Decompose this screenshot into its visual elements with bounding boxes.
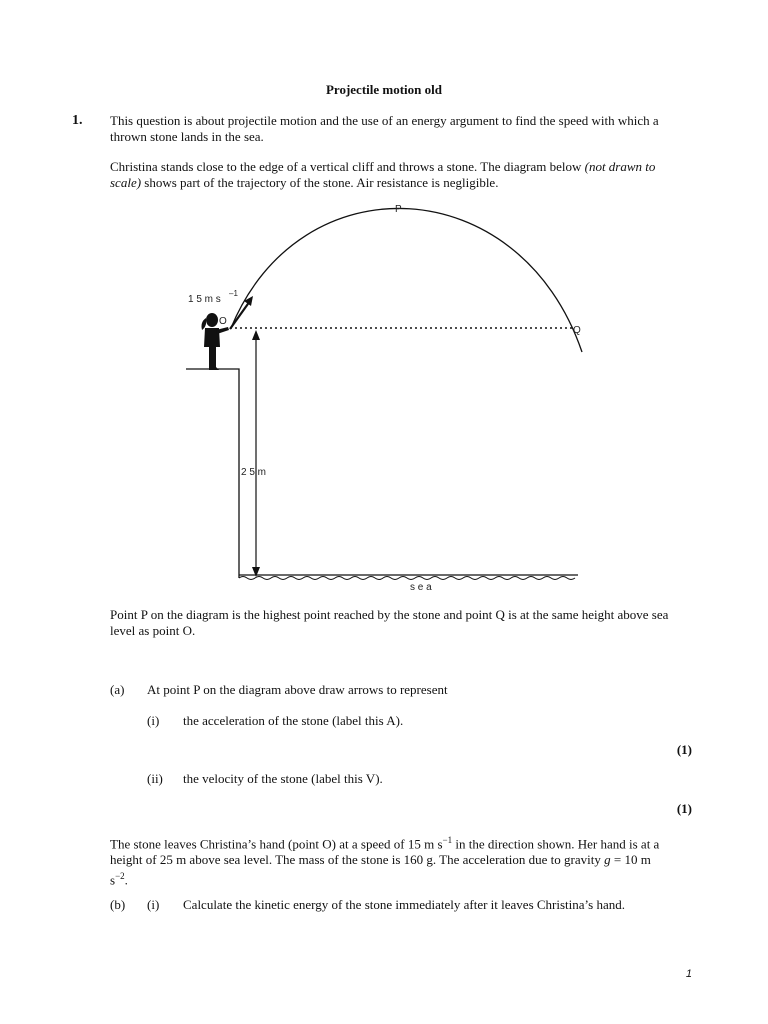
page-title: Projectile motion old: [325, 82, 442, 97]
label-sea: s e a: [410, 582, 432, 593]
trajectory-curve: [231, 208, 582, 352]
scenario-text-1: Christina stands close to the edge of a vertical cliff and throws a stone. The diagram below: [110, 159, 585, 174]
given-text-2: in the direction shown. Her hand is at a height of 25 m above sea level. The mass of the stone is 160 g. The acceleration due to gravity: [110, 836, 660, 868]
given-information: [110, 832, 670, 889]
given-g-symbol: g: [604, 852, 611, 868]
given-exponent-1: −1: [442, 835, 453, 845]
label-p: P: [395, 204, 402, 215]
part-a-label: (a): [110, 682, 125, 697]
question-number: 1.: [72, 113, 83, 128]
cliff-outline: [186, 369, 239, 578]
label-height: 2 5 m: [241, 467, 267, 478]
label-o: O: [219, 316, 227, 327]
scenario-text-2: shows part of the trajectory of the stone. Air resistance is negligible.: [141, 175, 499, 190]
part-a-ii-text: the velocity of the stone (label this V).: [183, 771, 383, 786]
point-description: Point P on the diagram is the highest point reached by the stone and point Q is at the same height above sea level as point O.: [110, 607, 669, 638]
initial-velocity-arrow: [230, 301, 250, 329]
part-a-ii-label: (ii): [147, 771, 163, 786]
part-b-label: (b): [110, 897, 126, 912]
part-a-ii-mark: (1): [676, 801, 692, 816]
page-number: 1: [685, 968, 692, 980]
part-a-i-text: the acceleration of the stone (label this A).: [183, 713, 404, 728]
part-a-i-label: (i): [147, 713, 160, 728]
part-b-i-text: Calculate the kinetic energy of the stone immediately after it leaves Christina’s hand.: [183, 897, 625, 912]
label-speed: 1 5 m s: [188, 294, 221, 305]
part-b-i-label: (i): [147, 897, 160, 912]
height-arrow-top-head: [252, 330, 260, 340]
given-text-3: = 10 m s: [110, 852, 651, 888]
part-a-i-mark: (1): [676, 742, 692, 757]
intro-paragraph: This question is about projectile motion and the use of an energy argument to find the speed with which a thrown stone lands in the sea.: [110, 113, 659, 144]
sea-waves: [239, 577, 575, 580]
label-q: Q: [573, 325, 581, 336]
given-text-1: The stone leaves Christina’s hand (point O) at a speed of 15 m s: [110, 836, 443, 852]
given-exponent-2: −2: [115, 871, 125, 882]
part-a-text: At point P on the diagram above draw arrows to represent: [147, 682, 448, 697]
label-speed-exponent: –1: [229, 289, 238, 298]
scenario-italic: (not drawn to scale): [110, 159, 656, 190]
given-text-4: .: [124, 872, 128, 888]
